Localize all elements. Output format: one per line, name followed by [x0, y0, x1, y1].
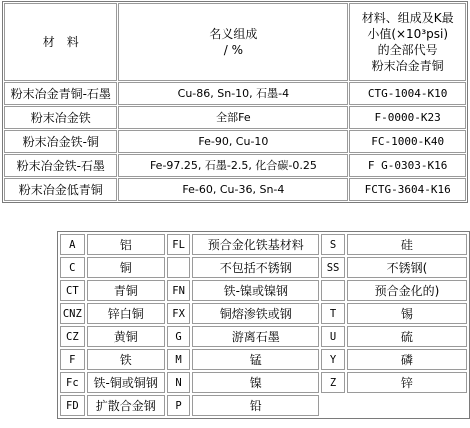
material-cell: 粉末冶金青铜-石墨	[4, 82, 117, 105]
name-cell: 预合金化铁基材料	[192, 234, 319, 255]
name-cell: 锡	[347, 303, 467, 324]
symbol-cell: C	[60, 257, 85, 278]
composition-cell: Fe-97.25, 石墨-2.5, 化合碳-0.25	[118, 154, 348, 177]
symbol-cell: CNZ	[60, 303, 85, 324]
name-cell: 黄铜	[87, 326, 165, 347]
symbol-cell: FD	[60, 395, 85, 416]
header-composition-line1: 名义组成	[209, 27, 258, 41]
symbol-cell: P	[167, 395, 191, 416]
name-cell: 青铜	[87, 280, 165, 301]
symbol-cell: SS	[321, 257, 345, 278]
table-header-row	[4, 3, 466, 81]
symbol-cell: CZ	[60, 326, 85, 347]
header-code-line2: 小值(×10³psi)	[367, 27, 449, 41]
code-cell: FCTG-3604-K16	[349, 178, 466, 201]
table-row	[4, 82, 466, 105]
symbol-cell: FX	[167, 303, 191, 324]
name-cell: 铜熔渗铁或钢	[192, 303, 319, 324]
table-row	[60, 303, 467, 324]
symbol-cell: M	[167, 349, 191, 370]
name-cell: 镍	[192, 372, 319, 393]
code-cell: FC-1000-K40	[349, 130, 466, 153]
composition-cell: Cu-86, Sn-10, 石墨-4	[118, 82, 348, 105]
symbol-cell: A	[60, 234, 85, 255]
table-row	[4, 154, 466, 177]
name-cell: 磷	[347, 349, 467, 370]
symbol-cell: Y	[321, 349, 345, 370]
name-cell: 铁	[87, 349, 165, 370]
header-code	[349, 3, 466, 81]
symbol-cell: Fc	[60, 372, 85, 393]
table-row	[60, 257, 467, 278]
table-row	[4, 106, 466, 129]
name-cell: 不包括不锈钢	[192, 257, 319, 278]
element-symbols-table	[57, 231, 470, 419]
table-row	[60, 234, 467, 255]
table-row	[4, 130, 466, 153]
symbol-cell: S	[321, 234, 345, 255]
name-cell: 铝	[87, 234, 165, 255]
symbol-cell: Z	[321, 372, 345, 393]
symbol-cell: T	[321, 303, 345, 324]
header-material-text: 材 料	[42, 35, 79, 49]
code-cell: CTG-1004-K10	[349, 82, 466, 105]
composition-cell: Fe-90, Cu-10	[118, 130, 348, 153]
header-composition	[118, 3, 348, 81]
name-cell: 锰	[192, 349, 319, 370]
header-code-line3: 的全部代号	[377, 43, 438, 57]
material-cell: 粉末冶金铁-铜	[4, 130, 117, 153]
table-row	[60, 326, 467, 347]
symbol-cell: U	[321, 326, 345, 347]
material-cell: 粉末冶金铁	[4, 106, 117, 129]
table-row	[60, 395, 467, 416]
name-cell: 不锈钢(	[347, 257, 467, 278]
composition-cell: 全部Fe	[118, 106, 348, 129]
header-code-line1: 材料、组成及K最	[361, 11, 454, 25]
name-cell: 铁-铜或铜钢	[87, 372, 165, 393]
symbol-cell	[321, 280, 345, 301]
material-codes-table	[2, 1, 468, 203]
header-code-line4: 粉末冶金青铜	[371, 59, 444, 73]
name-cell: 锌	[347, 372, 467, 393]
symbol-cell	[167, 257, 191, 278]
symbol-cell: CT	[60, 280, 85, 301]
symbol-cell: N	[167, 372, 191, 393]
name-cell: 硫	[347, 326, 467, 347]
name-cell: 铁-镍或镍钢	[192, 280, 319, 301]
material-cell: 粉末冶金低青铜	[4, 178, 117, 201]
material-cell: 粉末冶金铁-石墨	[4, 154, 117, 177]
name-cell: 扩散合金钢	[87, 395, 165, 416]
header-material	[4, 3, 117, 81]
name-cell: 游离石墨	[192, 326, 319, 347]
code-cell: F-0000-K23	[349, 106, 466, 129]
empty-cell	[321, 395, 345, 416]
symbol-cell: FL	[167, 234, 191, 255]
code-cell: F G-0303-K16	[349, 154, 466, 177]
table-row	[60, 372, 467, 393]
composition-cell: Fe-60, Cu-36, Sn-4	[118, 178, 348, 201]
symbol-cell: FN	[167, 280, 191, 301]
name-cell: 铅	[192, 395, 319, 416]
name-cell: 硅	[347, 234, 467, 255]
symbol-cell: F	[60, 349, 85, 370]
symbol-cell: G	[167, 326, 191, 347]
name-cell: 铜	[87, 257, 165, 278]
table-row	[60, 280, 467, 301]
header-composition-line2: / %	[223, 43, 244, 57]
name-cell: 预合金化的)	[347, 280, 467, 301]
table-row	[60, 349, 467, 370]
name-cell: 锌白铜	[87, 303, 165, 324]
table-row	[4, 178, 466, 201]
empty-cell	[347, 395, 467, 416]
